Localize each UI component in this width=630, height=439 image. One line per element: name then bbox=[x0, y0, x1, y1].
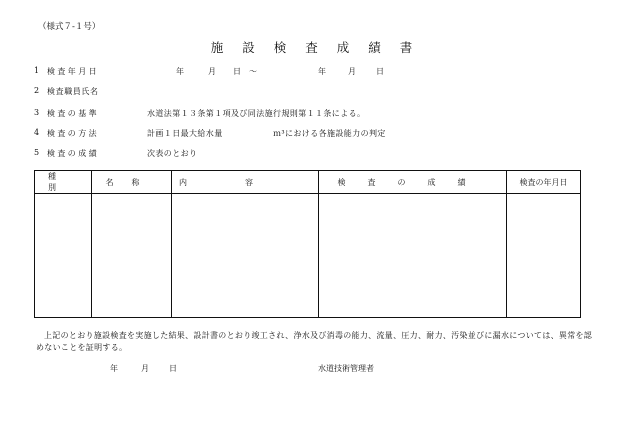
item-number: 1 bbox=[34, 66, 40, 75]
item-label: 検査職員氏名 bbox=[47, 87, 99, 96]
table-cell[interactable] bbox=[35, 194, 92, 318]
item-label: 検査の成績 bbox=[47, 149, 99, 158]
col-header-date: 検査の年月日 bbox=[507, 171, 581, 194]
date-year-start: 年 bbox=[176, 67, 184, 76]
item-number: 2 bbox=[34, 86, 40, 95]
item-value: 計画１日最大給水量 ｍ³における各施設能力の判定 bbox=[147, 129, 386, 138]
col-header-result: 検査の成績 bbox=[319, 171, 507, 194]
table-cell[interactable] bbox=[172, 194, 319, 318]
certification-paragraph: 上記のとおり施設検査を実施した結果、設計書のとおり竣工され、浄水及び消毒の能力、流量、圧力、耐力、汚染並びに漏水については、異常を認めないことを証明する。 bbox=[36, 331, 593, 352]
col-header-type: 種別 bbox=[35, 171, 92, 194]
date-month-start: 月 bbox=[208, 67, 216, 76]
col-header-name: 名称 bbox=[92, 171, 172, 194]
item-label: 検査の基準 bbox=[47, 109, 99, 118]
certification-text bbox=[36, 330, 596, 354]
form-number: （様式７-１号） bbox=[38, 22, 101, 32]
date-month-end: 月 bbox=[348, 67, 356, 76]
col-header-content: 内容 bbox=[172, 171, 319, 194]
table-row bbox=[35, 194, 581, 318]
table-cell[interactable] bbox=[507, 194, 581, 318]
date-year-end: 年 bbox=[318, 67, 326, 76]
item-number: 4 bbox=[34, 128, 40, 137]
item-number: 5 bbox=[34, 148, 40, 157]
item-label: 検査年月日 bbox=[47, 67, 99, 76]
date-range-tilde: ～ bbox=[249, 67, 257, 76]
water-manager-label: 水道技術管理者 bbox=[318, 364, 374, 373]
item-number: 3 bbox=[34, 108, 40, 117]
date-day-end: 日 bbox=[376, 67, 384, 76]
inspection-items bbox=[34, 66, 594, 166]
item-value: 水道法第１３条第１項及び同法施行規則第１１条による。 bbox=[147, 109, 366, 118]
table-cell[interactable] bbox=[92, 194, 172, 318]
signature-day: 日 bbox=[169, 364, 177, 373]
date-day-start: 日 bbox=[233, 67, 241, 76]
document-title: 施設検査成績書 bbox=[210, 40, 432, 55]
results-table bbox=[34, 170, 581, 318]
table-header-row bbox=[35, 171, 581, 194]
signature-month: 月 bbox=[141, 364, 149, 373]
item-value: 次表のとおり bbox=[147, 149, 198, 158]
signature-year: 年 bbox=[110, 364, 118, 373]
table-cell[interactable] bbox=[319, 194, 507, 318]
item-label: 検査の方法 bbox=[47, 129, 99, 138]
